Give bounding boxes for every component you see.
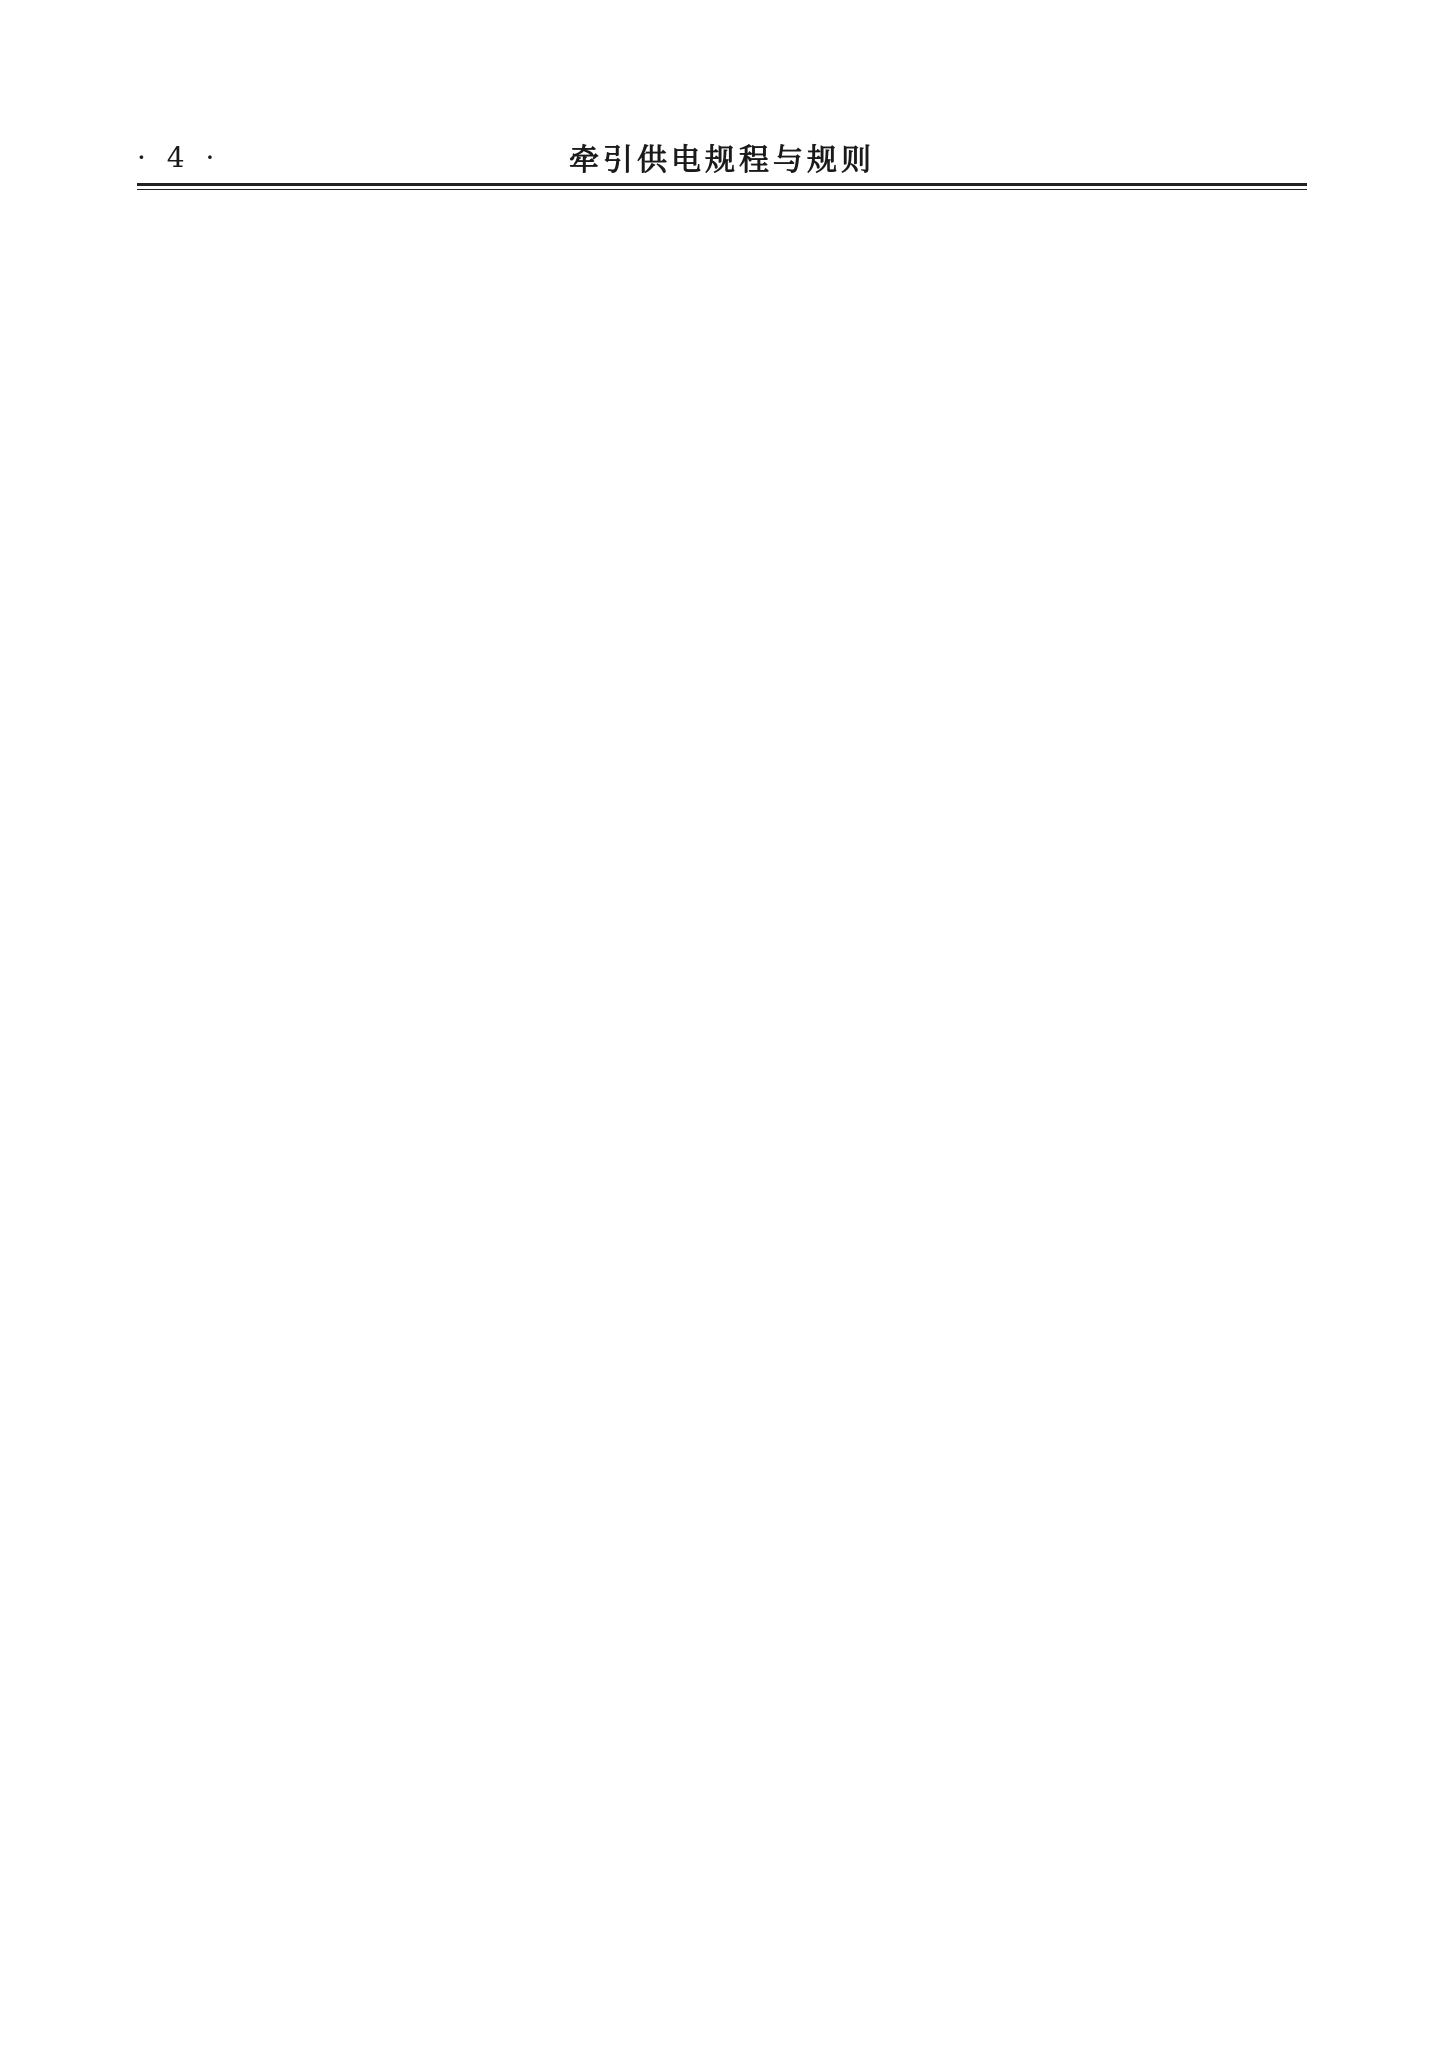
page-header [137,132,1307,182]
body-placeholder [137,220,1307,1920]
header-rule-thick [137,183,1307,186]
header-rule-thin [137,189,1307,190]
page-number: · 4 · [137,140,221,174]
running-title: 牵引供电规程与规则 [569,143,875,178]
